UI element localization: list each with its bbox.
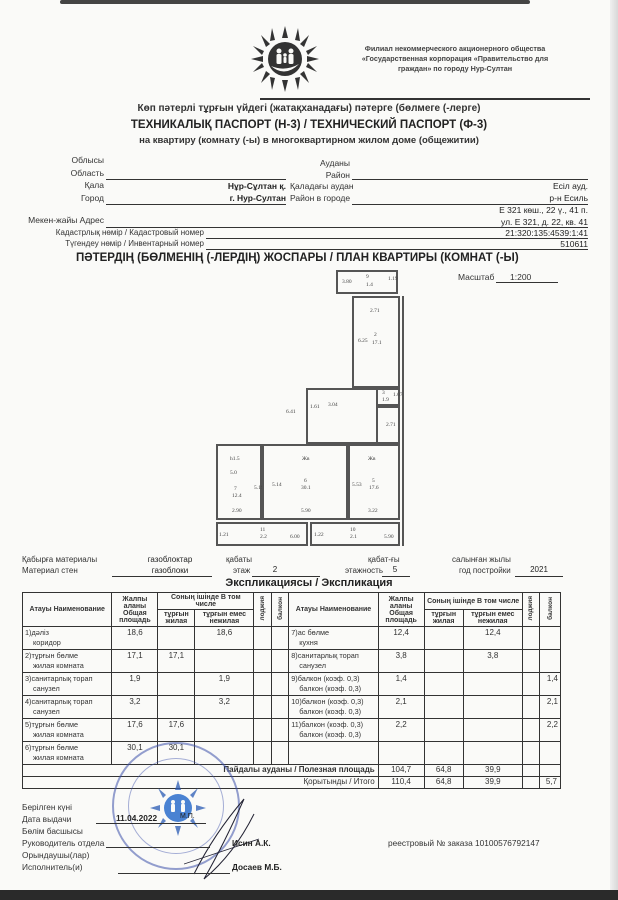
header-total-right: Жалпы аланы Общая площадь (378, 593, 424, 627)
explication-table (22, 592, 561, 789)
room-name-kz: 11)балкон (коэф. 0,3) (291, 720, 364, 729)
cell-living (158, 673, 195, 696)
table-row (23, 742, 561, 765)
cell-total: 1,4 (378, 673, 424, 696)
r11-side: 1.21 (219, 532, 229, 538)
cell-loggia (254, 673, 271, 696)
r7-bottom: 2.90 (232, 508, 242, 514)
header-nonliving-left: тұрғын емес нежилая (195, 610, 254, 627)
cell-nonliving (463, 696, 522, 719)
title-ru: на квартиру (комнату (-ы) в многоквартирном жилом доме (общежитии) (139, 135, 479, 146)
r3-num: 3 (382, 390, 385, 396)
grand-loggia (522, 777, 539, 789)
cell-living (424, 673, 463, 696)
year-label-kz: салынған жылы (452, 555, 511, 564)
room-name (23, 627, 112, 650)
r1-left: 6.41 (286, 409, 296, 415)
mp-label: М.П. (180, 813, 195, 820)
city-label-kz: Қала (84, 180, 104, 190)
cell-loggia (254, 650, 271, 673)
useful-balcony (540, 765, 561, 777)
header-balcony-left (271, 593, 288, 627)
cell-balcony: 2,1 (540, 696, 561, 719)
head-name: Исин А.К. (232, 838, 271, 848)
exec-name: Досаев М.Б. (232, 862, 282, 872)
r11-area: 2.2 (260, 534, 267, 540)
table-header-row (23, 593, 561, 610)
room-name-kz: 8)санитарлық торап (291, 651, 359, 660)
header-loggia-left (254, 593, 271, 627)
oblast-field-line (106, 179, 286, 180)
cell-total: 12,4 (378, 627, 424, 650)
table-row (23, 650, 561, 673)
header-name-right: Атауы Наименование (289, 593, 378, 627)
exec-label-kz: Орындаушы(лар) (22, 850, 90, 860)
cell-nonliving: 12,4 (463, 627, 522, 650)
cell-balcony (271, 742, 288, 765)
room-name-ru: балкон (коэф. 0,3) (299, 730, 362, 739)
room-name-kz: 7)ас бөлме (291, 628, 330, 637)
room-name-ru: балкон (коэф. 0,3) (299, 684, 362, 693)
raion-field-line (352, 179, 588, 180)
cell-total: 2,2 (378, 719, 424, 742)
city-label-ru: Город (81, 193, 104, 203)
cell-loggia (522, 627, 539, 650)
room-name (289, 696, 378, 719)
registry-number: реестровый № заказа 10100576792147 (388, 838, 540, 848)
cell-loggia (522, 650, 539, 673)
room-name (289, 627, 378, 650)
cell-nonliving: 3,8 (463, 650, 522, 673)
grand-total-label: Қорытынды / Итого (23, 777, 379, 789)
header-divider (260, 98, 590, 100)
r6-area: 30.1 (301, 485, 311, 491)
cell-living (158, 627, 195, 650)
cell-nonliving (463, 719, 522, 742)
loggia-label: лоджия (259, 596, 267, 621)
r10-side: 1.22 (314, 532, 324, 538)
scale-label: Масштаб (458, 272, 495, 282)
r5-area: 17.6 (369, 485, 379, 491)
wall-material-value-ru: газоблоки (151, 566, 189, 575)
r2-top: 2.71 (370, 308, 380, 314)
r9-side: 1.19 (388, 276, 398, 282)
floor-label-kz: қабаты (226, 555, 253, 564)
org-line-3: граждан» по городу Нур-Султан (397, 64, 513, 73)
cell-living (424, 742, 463, 765)
cell-loggia (522, 696, 539, 719)
explication-title: Экспликациясы / Экспликация (225, 577, 393, 589)
cell-balcony (271, 673, 288, 696)
year-value: 2021 (530, 565, 548, 574)
header-incl-right: Соның ішінде В том числе (424, 593, 522, 610)
balcony-label: балкон (276, 597, 284, 620)
useful-total: 104,7 (378, 765, 424, 777)
grand-balcony: 5,7 (540, 777, 561, 789)
r7-note: 5.0 (230, 470, 237, 476)
head-signature-line (106, 847, 210, 848)
cell-total: 2,1 (378, 696, 424, 719)
room-name-kz: 10)балкон (коэф. 0,3) (291, 697, 364, 706)
cell-loggia (522, 673, 539, 696)
cell-total: 3,2 (112, 696, 158, 719)
plan-room-1 (306, 388, 378, 444)
table-row (23, 719, 561, 742)
room-name (23, 719, 112, 742)
room-name-kz: 4)санитарлық торап (25, 697, 93, 706)
address-value-ru: ул. Е 321, д. 22, кв. 41 (501, 217, 588, 227)
header-living-right: тұрғын жилая (424, 610, 463, 627)
grand-total: 110,4 (378, 777, 424, 789)
cell-nonliving (195, 650, 254, 673)
cell-balcony (271, 650, 288, 673)
r10-num: 10 (350, 527, 356, 533)
r5-num: 5 (372, 478, 375, 484)
city-value-kz: Нұр-Сұлтан қ. (227, 181, 286, 191)
room-name-ru: санузел (33, 684, 60, 693)
grand-living: 64,8 (424, 777, 463, 789)
room-name-ru: коридор (33, 638, 61, 647)
r9-dim: 3.80 (342, 279, 352, 285)
table-row (23, 627, 561, 650)
cadastral-value: 21:320:135:4539:1:41 (505, 228, 588, 238)
city-field-line (106, 204, 286, 205)
issued-line (96, 823, 206, 824)
room-name-ru: жилая комната (33, 661, 84, 670)
org-line-2: «Государственная корпорация «Правительство для (361, 54, 549, 63)
cell-living (424, 627, 463, 650)
plan-outer-wall (400, 296, 404, 546)
cell-living (424, 719, 463, 742)
header-loggia-right (522, 593, 539, 627)
cell-nonliving: 1,9 (195, 673, 254, 696)
city-district-label-ru: Район в городе (290, 193, 351, 203)
balcony-label: балкон (546, 597, 554, 620)
r4-side: 2.71 (386, 422, 396, 428)
inventory-value: 510611 (560, 239, 588, 249)
r2-num: 2 (374, 332, 377, 338)
room-name-ru: кухня (299, 638, 318, 647)
room-name-ru: балкон (коэф. 0,3) (299, 707, 362, 716)
city-district-value-ru: р-н Есиль (549, 193, 588, 203)
r7-area: 12.4 (232, 493, 242, 499)
scan-edge-top (60, 0, 530, 4)
room-name-ru: жилая комната (33, 730, 84, 739)
scan-edge-bottom (0, 890, 618, 900)
header-name-left: Атауы Наименование (23, 593, 112, 627)
cell-living (158, 696, 195, 719)
r11-len: 6.00 (290, 534, 300, 540)
city-district-value-kz: Есіл ауд. (553, 181, 588, 191)
room-name (23, 650, 112, 673)
room-name (289, 719, 378, 742)
official-stamp (112, 742, 240, 870)
raion-label-ru: Район (325, 170, 350, 180)
r3-side: 1.07 (393, 392, 403, 398)
r5-bottom: 3.22 (368, 508, 378, 514)
room-name-ru: санузел (33, 707, 60, 716)
room-name-kz: 3)санитарлық торап (25, 674, 93, 683)
cell-nonliving (463, 742, 522, 765)
wall-material-label-kz: Қабырға материалы (22, 555, 98, 564)
inventory-label: Түгендеу нөмір / Инвентарный номер (65, 239, 204, 248)
loggia-label: лоджия (527, 596, 535, 621)
room-name-kz: 6)тұрғын бөлме (25, 743, 79, 752)
useful-loggia (522, 765, 539, 777)
cell-living (424, 650, 463, 673)
grand-nonliving: 39,9 (463, 777, 522, 789)
cell-living: 30,1 (158, 742, 195, 765)
r5-code: Жв (368, 456, 376, 462)
room-name (289, 673, 378, 696)
wall-material-value-kz: газоблоктар (147, 555, 193, 564)
r3-area: 1.9 (382, 397, 389, 403)
cell-balcony (540, 742, 561, 765)
cell-total: 18,6 (112, 627, 158, 650)
cell-balcony: 1,4 (540, 673, 561, 696)
city-district-label-kz: Қаладағы аудан (290, 181, 354, 191)
sun-family-logo-icon (249, 24, 321, 94)
cell-total: 30,1 (112, 742, 158, 765)
cell-nonliving: 3,2 (195, 696, 254, 719)
header-balcony-right (540, 593, 561, 627)
room-name (289, 650, 378, 673)
cadastral-label: Кадастрлық нөмір / Кадастровый номер (55, 228, 204, 237)
cell-balcony (271, 719, 288, 742)
room-name (23, 742, 112, 765)
room-name-ru: санузел (299, 661, 326, 670)
table-row (23, 673, 561, 696)
useful-area-row (23, 765, 561, 777)
cell-loggia (254, 742, 271, 765)
oblast-label-kz: Облысы (71, 155, 104, 165)
room-name-kz: 5)тұрғын бөлме (25, 720, 79, 729)
raion-label-kz: Ауданы (319, 158, 350, 168)
cell-nonliving (463, 673, 522, 696)
r11-num: 11 (260, 527, 266, 533)
cell-loggia (254, 719, 271, 742)
org-line-1: Филиал некоммерческого акционерного общества (364, 44, 546, 53)
year-label-ru: год постройки (459, 566, 511, 575)
r10-len: 5.90 (384, 534, 394, 540)
cell-loggia (254, 696, 271, 719)
cell-living: 17,1 (158, 650, 195, 673)
r6-bottom: 5.90 (301, 508, 311, 514)
r9-area: 1.4 (366, 282, 373, 288)
r5-side: 5.53 (352, 482, 362, 488)
r2-area: 17.1 (372, 340, 382, 346)
table-row (23, 696, 561, 719)
useful-area-label: Пайдалы ауданы / Полезная площадь (23, 765, 379, 777)
header-incl-left: Соның ішінде В том числе (158, 593, 254, 610)
header-living-left: тұрғын жилая (158, 610, 195, 627)
r1-top: 3.04 (328, 402, 338, 408)
cell-balcony (540, 650, 561, 673)
cell-total: 17,6 (112, 719, 158, 742)
address-label: Мекен-жайы Адрес (28, 215, 104, 225)
exec-signature-line (118, 873, 230, 874)
r10-area: 2.1 (350, 534, 357, 540)
useful-living: 64,8 (424, 765, 463, 777)
r7-code: h1.5 (230, 456, 240, 462)
inventory-field-line (206, 249, 588, 250)
issued-label-kz: Берілген күні (22, 802, 72, 812)
floors-label-kz: қабат-ғы (368, 555, 400, 564)
head-label-kz: Бөлім басшысы (22, 826, 83, 836)
cell-balcony (271, 627, 288, 650)
address-value-kz: Е 321 көш., 22 ү., 41 п. (499, 205, 588, 215)
cell-loggia (522, 742, 539, 765)
cell-balcony: 2,2 (540, 719, 561, 742)
room-name (289, 742, 378, 765)
city-value-ru: г. Нур-Султан (229, 193, 286, 203)
title-main: ТЕХНИКАЛЫҚ ПАСПОРТ (Н-3) / ТЕХНИЧЕСКИЙ ПАСПОРТ (Ф-3) (130, 119, 488, 131)
room-name (23, 696, 112, 719)
scale-value: 1:200 (510, 272, 532, 282)
cell-total: 1,9 (112, 673, 158, 696)
r7-num: 7 (234, 486, 237, 492)
cell-living (424, 696, 463, 719)
issued-value: 11.04.2022 (116, 813, 158, 823)
oblast-label-ru: Область (70, 168, 104, 178)
room-name-kz: 9)балкон (коэф. 0,3) (291, 674, 360, 683)
r6-code: Жв (302, 456, 310, 462)
r7-side: 5.19 (254, 485, 264, 491)
r6-num: 6 (304, 478, 307, 484)
head-label-ru: Руководитель отдела (22, 838, 105, 848)
cell-total: 17,1 (112, 650, 158, 673)
floor-label-ru: этаж (233, 566, 251, 575)
issued-label-ru: Дата выдачи (22, 814, 72, 824)
r9-num: 9 (366, 274, 369, 280)
r2-side: 6.25 (358, 338, 368, 344)
cell-living: 17,6 (158, 719, 195, 742)
organization-name (340, 44, 570, 74)
cell-loggia (522, 719, 539, 742)
room-name-ru: жилая комната (33, 753, 84, 762)
header-nonliving-right: тұрғын емес нежилая (463, 610, 522, 627)
plan-title: ПӘТЕРДІҢ (БӨЛМЕНІҢ (-ЛЕРДІҢ) ЖОСПАРЫ / ПЛАН КВАРТИРЫ (КОМНАТ (-Ы) (76, 252, 519, 264)
room-name-kz: 2)тұрғын бөлме (25, 651, 79, 660)
scale-field-line (496, 282, 558, 283)
useful-nonliving: 39,9 (463, 765, 522, 777)
floor-value: 2 (272, 565, 278, 574)
grand-total-row (23, 777, 561, 789)
floors-label-ru: этажность (345, 566, 383, 575)
header-total-left: Жалпы аланы Общая площадь (112, 593, 158, 627)
room-name-kz: 1)дәліз (25, 628, 50, 637)
floors-value: 5 (392, 565, 398, 574)
title-kz: Көп пәтерлі тұрғын үйдегі (жатақханадағы) пәтерге (бөлмеге (-лерге) (137, 103, 481, 114)
cell-total: 3,8 (378, 650, 424, 673)
cell-nonliving: 18,6 (195, 627, 254, 650)
cell-balcony (540, 627, 561, 650)
room-name (23, 673, 112, 696)
wall-material-label-ru: Материал стен (22, 566, 78, 575)
cell-loggia (254, 627, 271, 650)
cell-balcony (271, 696, 288, 719)
cell-total (378, 742, 424, 765)
r1-side: 1.61 (310, 404, 320, 410)
r6-side: 5.14 (272, 482, 282, 488)
cell-nonliving (195, 719, 254, 742)
exec-label-ru: Исполнитель(и) (22, 862, 83, 872)
floor-plan (200, 270, 420, 555)
